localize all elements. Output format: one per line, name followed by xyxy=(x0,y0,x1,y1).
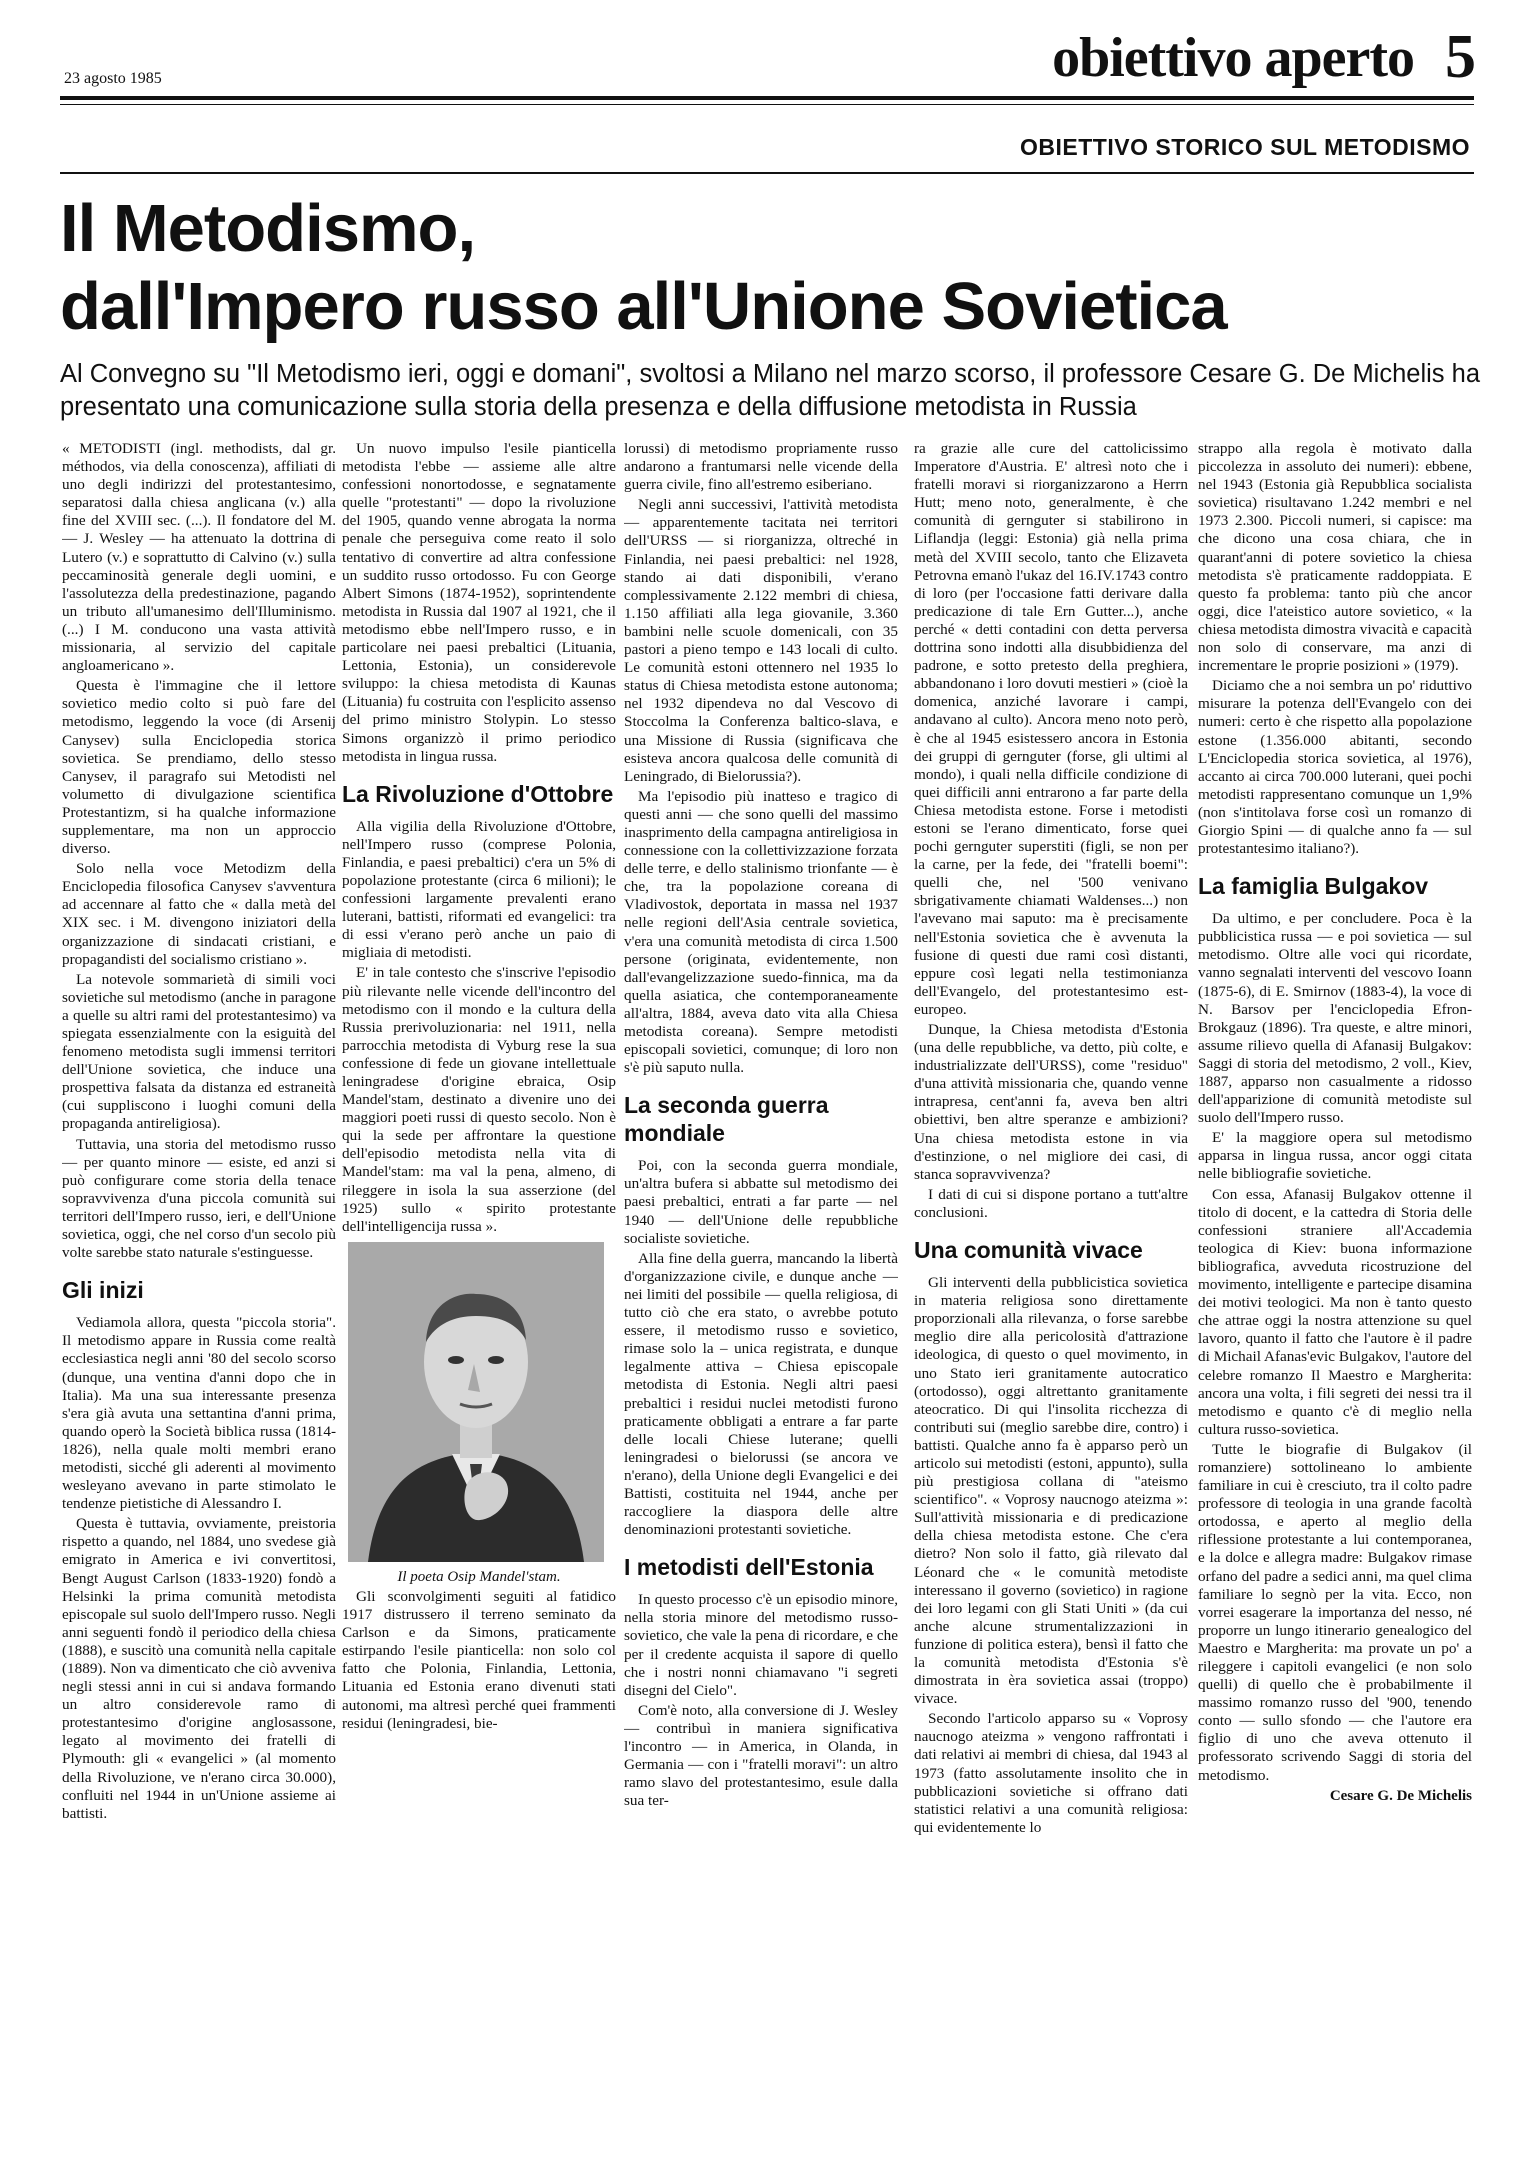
paragraph: Con essa, Afanasij Bulgakov ottenne il titolo di docent, e la cattedra di Storia delle confessioni straniere all'Accademia teologica di Kiev: buona informazione bibliografica, avveduta ricostruzione del movimento, intelligente e partecipe disamina dei motivi teologici. Ma non è tanto questo che attrae oggi la nostra attenzione su quel lavoro, quanto il fatto che l'autore è il padre di Michail Afanas'evic Bulgakov, l'autore del celebre romanzo Il Maestro e Margherita: ancora una volta, i fili segreti dei nessi tra il metodismo e quanto c'è di meglio nella cultura russo-sovietica. xyxy=(1198,1185,1472,1438)
paragraph: Gli sconvolgimenti seguiti al fatidico 1917 distrussero il terreno seminato da Carlson e da Simons, praticamente estirpando l'esile pianticella: non solo col fatto che Polonia, Finlandia, Lettonia, Lituania ed Estonia erano divenuti stati autonomi, ma altresì perché quei frammenti residui (leningradesi, bie- xyxy=(342,1587,616,1732)
article-column-2 xyxy=(342,440,616,2140)
subheading-bulgakov: La famiglia Bulgakov xyxy=(1198,873,1429,900)
paragraph: Ma l'episodio più inatteso e tragico di questi anni — che sono quelli del massimo inasprimento della campagna antireligiosa in connessione con la collettivizzazione forzata delle terre, e dello stalinismo trionfante — è che, tra la popolazione coreana di Vladivostok, deportata in massa nel 1937 nelle regioni dell'Asia centrale sovietica, v'era una comunità metodista di circa 1.500 persone (originata, evidentemente, non dall'evangelizzazione suedo-finnica, ma da quella asiatica, che contemporaneamente all'altra, 1884, aveva dato vita alla Chiesa metodista coreana). Sempre metodisti episcopali sovietici, comunque; di loro non s'è più saputo nulla. xyxy=(624,787,898,1077)
header-rule-thin xyxy=(60,104,1474,105)
paragraph: Questa è tuttavia, ovviamente, preistoria rispetto a quando, nel 1884, uno svedese già emigrato in America e ivi convertitosi, Bengt August Carlson (1833-1920) fondò a Helsinki la prima comunità metodista episcopale sul suolo dell'Impero russo. Negli anni seguenti fondò il periodico della chiesa (1888), e suscitò una comunità nella capitale (1889). Non va dimenticato che ciò avveniva negli stessi anni in cui si andava formando un altro considerevole ramo di protestantesimo d'origine anglosassone, legato al movimento dei fratelli di Plymouth: gli « evangelici » (al momento della Rivoluzione, ve n'erano circa 30.000), confluiti nel 1944 in un'Unione assieme ai battisti. xyxy=(62,1515,336,1822)
author-signature: Cesare G. De Michelis xyxy=(1329,1787,1472,1804)
page-number: 5 xyxy=(1445,23,1476,91)
masthead-title: obiettivo aperto xyxy=(1052,27,1414,89)
headline-line-1: Il Metodismo, xyxy=(60,191,476,266)
paragraph: Dunque, la Chiesa metodista d'Estonia (una delle repubbliche, va detto, più colte, e industrializzate dell'URSS), come "residuo" d'una attività missionaria che, quando venne intrapresa, cent'anni fa, aveva ben altri obiettivi, ben altre speranze e ambizioni? Una chiesa metodista estone in via d'estinzione, o nel migliore dei casi, di stanca sopravvivenza? xyxy=(914,1021,1188,1183)
paragraph: lorussi) di metodismo propriamente russo andarono a frantumarsi nelle vicende della guerra civile, fino all'estremo esiberiano. xyxy=(624,440,898,494)
subheading-estonia: I metodisti dell'Estonia xyxy=(624,1554,874,1581)
masthead xyxy=(1052,26,1414,90)
subheading-comunita: Una comunità vivace xyxy=(914,1237,1143,1264)
paragraph: strappo alla regola è motivato dalla piccolezza in assoluto dei numeri): ebbene, nel 1943 (Estonia già Repubblica socialista sovietica) risultavano 1.242 membri e nel 1973 2.300. Piccoli numeri, si capisce: ma che dicono una cosa chiara, che in quarant'anni di potere sovietico la chiesa metodista s'è praticamente raddoppiata. E questo fa problema: tanto più che ancor oggi, dice l'ateistico autore sovietico, « la chiesa metodista dimostra vivacità e capacità non solo di conservare, ma anzi di incrementare le proprie posizioni » (1979). xyxy=(1198,440,1472,675)
paragraph: E' in tale contesto che s'inscrive l'episodio più rilevante nelle vicende dell'incontro del metodismo con il mondo e la cultura della Russia prerivoluzionaria: nel 1911, nella parrocchia metodista di Vyburg rese la sua confessione di fede un giovane intellettuale leningradese d'origine ebraica, Osip Mandel'stam, destinato a divenire uno dei maggiori poeti russi di questo secolo. Non è qui la sede per affrontare la questione dell'episodio metodista nella vita di Mandel'stam: ma val la pena, almeno, di rileggere in isola la sua asserzione (del 1925) sullo « spirito protestante dell'intelligencija russa ». xyxy=(342,964,616,1235)
paragraph: E' la maggiore opera sul metodismo apparsa in lingua russa, ancor oggi citata nelle bibliografie sovietiche. xyxy=(1198,1129,1472,1183)
paragraph: In questo processo c'è un episodio minore, nella storia minore del metodismo russo-sovietico, che vale la pena di ricordare, e che per il credente acquista il sapore di quello che i nostri nonni chiamavano "i segreti disegni del Cielo". xyxy=(624,1591,898,1699)
paragraph: Tuttavia, una storia del metodismo russo — per quanto minore — esiste, ed anzi si può configurare come storia della tenace sopravvivenza d'una piccola comunità sui territori dell'Impero russo, ieri, e dell'Unione sovietica, oggi, che nel corso d'un secolo più volte sarebbe stato naturale s'estinguesse. xyxy=(62,1135,336,1262)
section-kicker: OBIETTIVO STORICO SUL METODISMO xyxy=(1020,134,1470,160)
paragraph: Da ultimo, e per concludere. Poca è la pubblicistica russa — e poi sovietica — sul metodismo. Oltre alle voci qui ricordate, vanno segnalati interventi del vescovo Ioann (1875-6), di E. Smirnov (1883-4), la voce di N. Barsov per l'enciclopedia Efron-Brokgauz (1896). Tra queste, e altre minori, assume rilievo quella di Afanasij Bulgakov: Saggi di storia del metodismo, 2 voll., Kiev, 1887, apparso non casualmente a ridosso dell'apparizione di comunità metodiste sul suolo dell'Impero russo. xyxy=(1198,910,1472,1127)
paragraph: Diciamo che a noi sembra un po' riduttivo misurare la potenza dell'Evangelo con dei numeri: certo è che rispetto alla popolazione estone (1.356.000 abitanti, secondo L'Enciclopedia storica sovietica, al 1976), accanto ai circa 700.000 luterani, quei pochi metodisti rappresentano comunque un 1,9% (non s'intitolava forse così un romanzo di Giorgio Spini — di qualche anno fa — sul protestantesimo italiano?). xyxy=(1198,677,1472,858)
paragraph: Gli interventi della pubblicistica sovietica in materia religiosa sono direttamente proporzionali alla rilevanza, o forse sarebbe meglio dire alla pericolosità d'attrazione ideologica, di questo o quel movimento, in uno Stato ieri granitamente autocratico (ortodosso), oggi altrettanto granitamente ateocratico. Di qui l'insolita ricchezza di contributi sui (meglio sarebbe dire, contro) i battisti. Qualche anno fa è apparso però un articolo sui metodisti (estoni, appunto), sulla più prestigiosa collana di "ateismo scientifico". « Voprosy naucnogo ateizma »: Sull'attività missionaria e di predicazione della chiesa metodista estone. Che c'era dietro? Non solo il fatto, già rilevato dal Léonard che « le comunità metodiste interessano il governo (sovietico) in ragione dei loro legami con gli Stati Uniti » (da cui anche alcune strumentalizzazioni in funzione di politica estera), bensì il fatto che la comunità metodista d'Estonia s'è dimostrata in èra sovietica assai (troppo) vivace. xyxy=(914,1274,1188,1708)
paragraph: Un nuovo impulso l'esile pianticella metodista l'ebbe — assieme alle altre confessioni nonortodosse, e segnatamente quelle "protestanti" — dopo la rivoluzione del 1905, quando venne abrogata la norma penale che perseguiva come reato il solo tentativo di convertire ad altra confessione un suddito russo ortodosso. Fu con George Albert Simons (1874-1952), soprintendente metodista in Russia dal 1907 al 1921, che il metodismo ebbe nell'Impero russo, e in particolare nei paesi prebaltici (Lituania, Lettonia, Estonia), un considerevole sviluppo: la chiesa metodista di Kaunas (Lituania) fu costruita con l'esplicito assenso del primo ministro Stolypin. Lo stesso Simons organizzò il primo periodico metodista in lingua russa. xyxy=(342,440,616,765)
paragraph: Solo nella voce Metodizm della Enciclopedia filosofica Canysev s'avventura ad accennare al fatto che « dalla metà del XIX sec. i M. divengono iniziatori della organizzazione di sindacati cristiani, e propagandisti del socialismo cristiano ». xyxy=(62,860,336,968)
issue-date: 23 agosto 1985 xyxy=(64,70,162,87)
article-column-4 xyxy=(914,440,1188,2140)
paragraph: Alla vigilia della Rivoluzione d'Ottobre, nell'Impero russo (comprese Polonia, Finlandia, e paesi prebaltici) c'era un 5% di popolazione protestante (circa 6 milioni); le confessioni largamente prevalenti erano luterani, battisti, riformati ed evangelici: tra di essi v'erano però anche un paio di migliaia di metodisti. xyxy=(342,817,616,962)
headline xyxy=(60,190,1480,346)
header-rule xyxy=(60,96,1474,100)
standfirst: Al Convegno su "Il Metodismo ieri, oggi e domani", svoltosi a Milano nel marzo scorso, il professore Cesare G. De Michelis ha presentato una comunicazione sulla storia della presenza e della diffusione metodista in Russia xyxy=(60,360,1480,421)
portrait-illustration xyxy=(348,1242,604,1562)
paragraph: Tutte le biografie di Bulgakov (il romanziere) sottolineano lo ambiente familiare in cui è cresciuto, tra il colto padre professore di teologia in una grande facoltà ortodossa, e aperto al meglio della riflessione protestante a lui contemporanea, e la dolce e allegra madre: Bulgakov rimase orfano del padre a sedici anni, ma quel clima familiare lo segnò per la vita. Ecco, non vorrei esagerare la importanza del nesso, né proporre un lungo itinerario genealogico del Maestro e Margherita: ma provate un po' a rileggere i capitoli evangelici (e non solo quelli) di quello che è probabilmente il massimo romanzo russo del '900, tenendo conto — sullo sfondo — che l'autore era figlio di uno che aveva ottenuto il professorato scrivendo Saggi di storia del metodismo. xyxy=(1198,1440,1472,1784)
article-column-3 xyxy=(624,440,898,2140)
headline-line-2: dall'Impero russo all'Unione Sovietica xyxy=(60,269,1227,344)
kicker-rule xyxy=(60,172,1474,174)
photo-caption: Il poeta Osip Mandel'stam. xyxy=(397,1568,561,1585)
paragraph: Poi, con la seconda guerra mondiale, un'altra bufera si abbatte sul metodismo dei paesi prebaltici, entrati a far parte — nel 1940 — dell'Unione delle repubbliche socialiste sovietiche. xyxy=(624,1157,898,1247)
portrait-photo xyxy=(348,1242,604,1562)
article-column-1 xyxy=(62,440,336,2140)
article-column-5 xyxy=(1198,440,1472,2140)
paragraph: La notevole sommarietà di simili voci sovietiche sul metodismo (anche in paragone a quelle su altri rami del protestantesimo) va spiegata essenzialmente con la esiguità del fenomeno metodista sugli immensi territori dell'Unione sovietica, che induce una prospettiva falsata da distanza ed estraneità (cui suppliscono i luoghi comuni della propaganda antireligiosa). xyxy=(62,970,336,1133)
subheading-guerra: La seconda guerra mondiale xyxy=(624,1092,829,1147)
subheading-rivoluzione: La Rivoluzione d'Ottobre xyxy=(342,780,614,807)
paragraph: Com'è noto, alla conversione di J. Wesley — contribuì in maniera significativa l'incontro — in America, in Olanda, in Germania — con i "fratelli moravi": un altro ramo slavo del protestantesimo, esule dalla sua ter- xyxy=(624,1701,898,1810)
paragraph: Vediamola allora, questa "piccola storia". Il metodismo appare in Russia come realtà ecclesiastica negli anni '80 del secolo scorso (dunque, una ventina d'anni dopo che in Italia). Ma una sua interessante presenza s'era già avuta una settantina d'anni prima, quando operò la Società biblica russa (1814-1826), nella quale molti membri erano metodisti, sicché gli aderenti al movimento wesleyano avevano in parte stimolato le tendenze pietistiche di Alessandro I. xyxy=(62,1314,336,1513)
paragraph: « METODISTI (ingl. methodists, dal gr. méthodos, via della conoscenza), affiliati di uno degli indirizzi del protestantesimo, separatosi dalla chiesa anglicana (v.) alla fine del XVIII sec. (...). Il fondatore del M. — J. Wesley — ha attenuato la dottrina di Lutero (v.) e soprattutto di Calvino (v.) sulla peccaminosità generale degli uomini, e l'assolutezza della predestinazione, pagando un tributo all'umanesimo dell'Illuminismo. (...) I M. conducono una vasta attività missionaria, al servizio del capitale angloamericano ». xyxy=(62,440,336,675)
subheading-inizi: Gli inizi xyxy=(62,1277,144,1304)
paragraph: Questa è l'immagine che il lettore sovietico medio colto si può fare del metodismo, leggendo la voce (di Arsenij Canysev) sulla Enciclopedia storica sovietica. Se prendiamo, dello stesso Canysev, il paragrafo sui Metodisti nel volumetto di divulgazione scientifica Protestantizm, si ha qualche informazione supplementare, ma non un approccio diverso. xyxy=(62,677,336,858)
paragraph: ra grazie alle cure del cattolicissimo Imperatore d'Austria. E' altresì noto che i fratelli moravi si riorganizzarono a Herrn Hutt; meno noto, generalmente, è che comunità di gernguter si stabilirono in Liflandja (leggi: Estonia) già nella prima metà del XVIII secolo, tanto che Elizaveta Petrovna emanò l'ukaz del 16.IV.1743 contro di loro (per l'occasione fatti derivare dalla predicazione di tale Ern Gutter...), anche perché « detti contadini con detta perversa dottrina sono indotti alla disubbidienza del padrone, e sotto pretesto della preghiera, abbandonano i loro dovuti mestieri » (cioè la domenica, anziché lavorare i campi, andavano al culto). Ancora meno noto però, è che al 1945 esistessero ancora in Estonia dei gruppi di gernguter (forse, gli ultimi al mondo), i quali nella difficile condizione di quei difficili anni entrarono a far parte della Chiesa metodista estone. Forse i metodisti estoni se l'erano dimenticato, forse quei pochi gernguter superstiti (figli, se non per la carne, per la fede, dei "fratelli boemi": quelli che, nel '500 venivano sbrigativamente chiamati Waldenses...) non l'avevano mai saputo: ma è precisamente nell'Estonia sovietica che è avvenuta la fusione di questi due rami così distanti, eppure così legati nella testimonianza dell'Evangelo, del protestantesimo est-europeo. xyxy=(914,440,1188,1018)
paragraph: Alla fine della guerra, mancando la libertà d'organizzazione civile, e dunque anche — nei limiti del possibile — quella religiosa, di tutto ciò che era stato, o avrebbe potuto essere, il metodismo russo e sovietico, rimase solo la – unica registrata, e dunque legalmente attiva – Chiesa episcopale metodista di Estonia. Negli altri paesi prebaltici i residui nuclei metodisti furono praticamente obbligati a entrare a far parte delle locali Chiese luterane; quelli leningradesi o bielorussi (se ancora ve n'erano), della Unione degli Evangelici e dei Battisti, costituita nel 1944, anche per raccogliere la diaspora delle altre denominazioni protestanti sovietiche. xyxy=(624,1249,898,1539)
paragraph: I dati di cui si dispone portano a tutt'altre conclusioni. xyxy=(914,1185,1188,1221)
paragraph: Secondo l'articolo apparso su « Voprosy naucnogo ateizma » vengono raffrontati i dati relativi ai membri di chiesa, dal 1943 al 1973 (fatto assolutamente insolito che in pubblicazioni sovietiche si offrano dati statistici relativi a una comunità religiosa: qui evidentemente lo xyxy=(914,1710,1188,1836)
paragraph: Negli anni successivi, l'attività metodista — apparentemente tacitata nei territori dell'URSS — si riorganizza, oltreché in Finlandia, nei paesi prebaltici: nel 1928, stando ai dati disponibili, v'erano complessivamente 2.122 membri di chiesa, 1.150 affiliati alla lega giovanile, 3.360 bambini nelle scuole domenicali, con 35 pastori a pieno tempo e 143 locali di culto. Le comunità estoni ottennero nel 1935 lo status di Chiesa metodista estone autonoma; nel 1932 dipendeva no dal Vescovo di Stoccolma la Conferenza baltico-slava, e una Missione di Russia (significava che esisteva ancora qualcosa delle comunità di Leningrado, di Bielorussia?). xyxy=(624,496,898,785)
